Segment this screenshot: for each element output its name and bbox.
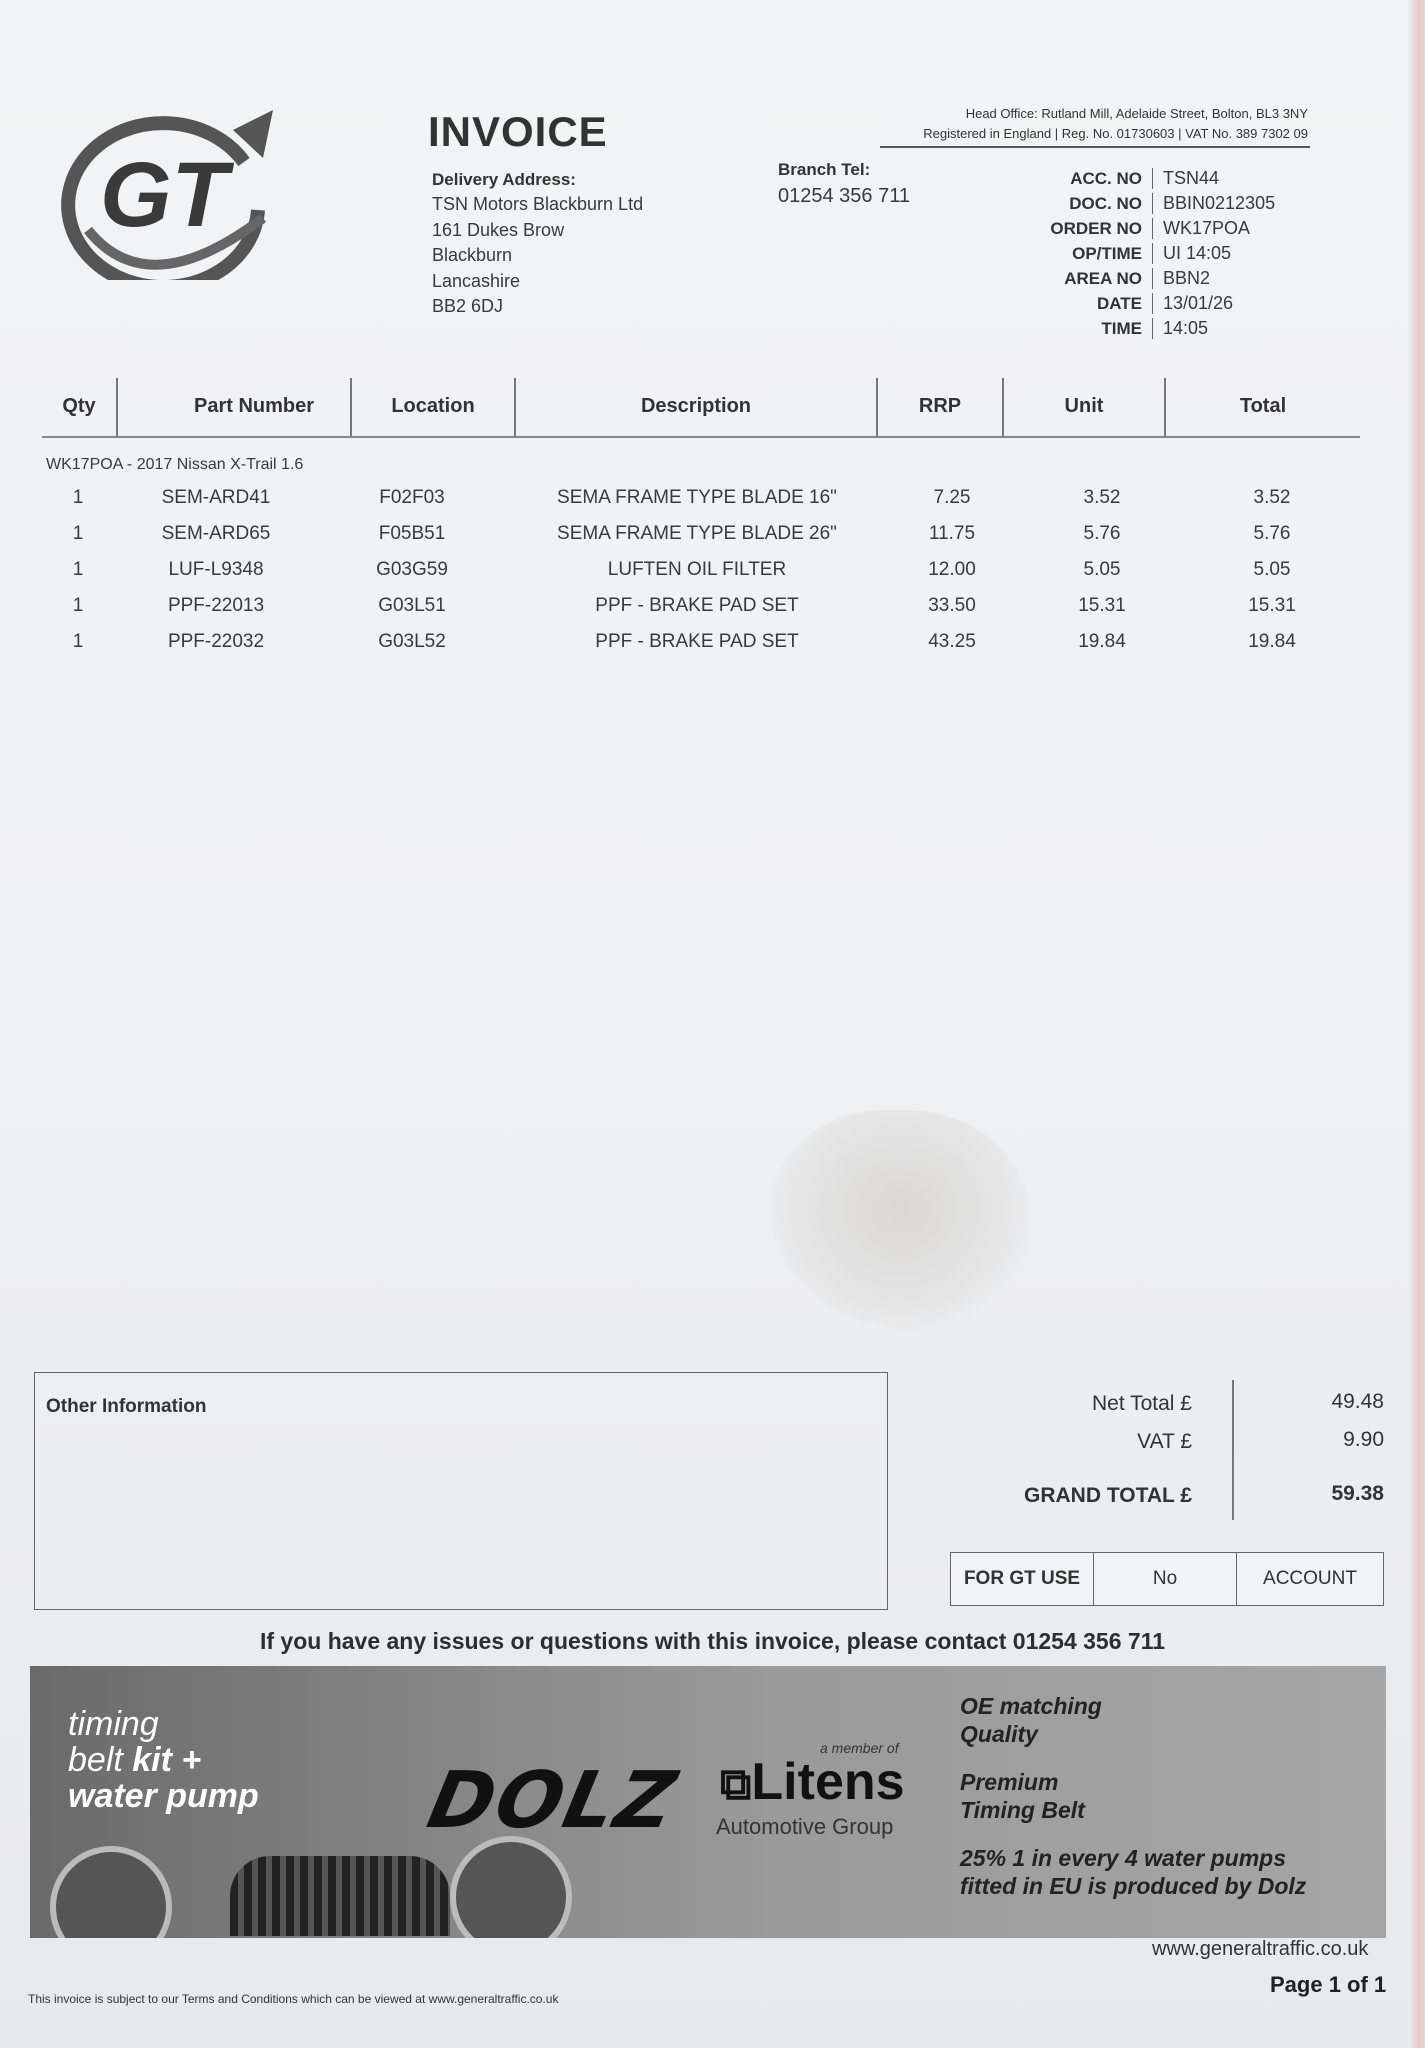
other-information-label: Other Information <box>46 1396 207 1417</box>
meta-value: BBIN0212305 <box>1152 193 1323 214</box>
cell-part-number: SEM-ARD65 <box>161 523 271 544</box>
litens-subtitle: Automotive Group <box>716 1814 894 1839</box>
meta-row <box>1000 316 1323 341</box>
litens-logo: ⧉Litens <box>720 1753 905 1811</box>
meta-key: TIME <box>1101 318 1142 338</box>
meta-row <box>1000 291 1323 316</box>
meta-row <box>1000 241 1323 266</box>
table-row <box>42 588 1360 624</box>
cell-location: G03L52 <box>378 631 446 652</box>
cell-total: 15.31 <box>1248 595 1296 616</box>
meta-key: OP/TIME <box>1072 243 1142 263</box>
cell-total: 5.76 <box>1253 523 1291 544</box>
gt-logo-text: GT <box>100 144 228 246</box>
cell-rrp: 12.00 <box>928 559 976 580</box>
address-line: Blackburn <box>432 245 513 265</box>
promo-line: Quality <box>960 1721 1038 1747</box>
meta-row <box>1000 166 1323 191</box>
table-row <box>42 624 1360 660</box>
cell-part-number: PPF-22032 <box>167 631 265 652</box>
cell-description: PPF - BRAKE PAD SET <box>595 631 799 652</box>
cell-location: F05B51 <box>378 523 446 544</box>
delivery-address <box>432 192 643 320</box>
cell-unit: 15.31 <box>1078 595 1126 616</box>
net-total-value: 49.48 <box>1331 1390 1384 1413</box>
totals-divider <box>1232 1380 1234 1520</box>
head-office-info <box>880 104 1308 144</box>
cell-total: 5.05 <box>1253 559 1291 580</box>
website-link[interactable]: www.generaltraffic.co.uk <box>1152 1938 1369 1960</box>
tagline-bold: kit + <box>132 1741 202 1779</box>
registration-info: Registered in England | Reg. No. 01730603 | VAT No. 389 7302 09 <box>923 126 1308 141</box>
meta-key: AREA NO <box>1064 268 1142 288</box>
address-line: TSN Motors Blackburn Ltd <box>432 194 644 214</box>
promo-line: OE matching <box>960 1693 1102 1719</box>
cell-part-number: LUF-L9348 <box>168 559 264 580</box>
cell-location: G03G59 <box>376 559 448 580</box>
promo-line: Timing Belt <box>960 1797 1085 1823</box>
advert-banner <box>30 1666 1386 1938</box>
paper-stain <box>770 1110 1030 1330</box>
col-total: Total <box>1239 394 1287 417</box>
branch-tel-value: 01254 356 711 <box>778 185 910 207</box>
meta-row <box>1000 216 1323 241</box>
cell-rrp: 11.75 <box>928 523 976 544</box>
col-rrp: RRP <box>918 394 962 417</box>
meta-row <box>1000 266 1323 291</box>
col-qty: Qty <box>62 394 96 417</box>
page-number: Page 1 of 1 <box>1270 1972 1387 1997</box>
promo-line: Premium <box>960 1769 1059 1795</box>
table-row <box>42 516 1360 552</box>
cell-description: PPF - BRAKE PAD SET <box>595 595 799 616</box>
invoice-meta <box>1000 166 1323 341</box>
gt-use-label: FOR GT USE <box>951 1553 1094 1605</box>
cell-rrp: 33.50 <box>928 595 976 616</box>
meta-key: DOC. NO <box>1069 193 1142 213</box>
cell-description: SEMA FRAME TYPE BLADE 26" <box>557 523 837 544</box>
water-pump-image <box>50 1846 172 1938</box>
head-office-address: Head Office: Rutland Mill, Adelaide Street, Bolton, BL3 3NY <box>965 106 1308 121</box>
banner-tagline <box>68 1706 259 1814</box>
cell-location: G03L51 <box>378 595 446 616</box>
meta-value: 13/01/26 <box>1152 293 1323 314</box>
cell-total: 19.84 <box>1248 631 1296 652</box>
cell-total: 3.52 <box>1253 487 1291 508</box>
cell-unit: 3.52 <box>1083 487 1121 508</box>
address-line: Lancashire <box>432 270 521 291</box>
address-line: 161 Dukes Brow <box>432 219 565 240</box>
litens-name: Litens <box>751 1753 905 1811</box>
table-row <box>42 552 1360 588</box>
promo-line: fitted in EU is produced by Dolz <box>960 1873 1307 1899</box>
cell-qty: 1 <box>72 631 84 652</box>
meta-value: WK17POA <box>1152 218 1323 239</box>
vehicle-line: WK17POA - 2017 Nissan X-Trail 1.6 <box>46 456 304 473</box>
meta-value: UI 14:05 <box>1152 243 1323 264</box>
delivery-address-label: Delivery Address: <box>432 170 576 189</box>
cell-qty: 1 <box>72 559 84 580</box>
gt-use-box <box>950 1552 1384 1606</box>
invoice-title: INVOICE <box>428 108 608 155</box>
grand-total-label: GRAND TOTAL £ <box>1023 1484 1192 1507</box>
promo-water-pumps <box>960 1844 1306 1900</box>
dolz-logo: DOLZ <box>420 1756 685 1846</box>
meta-value: BBN2 <box>1152 268 1323 289</box>
col-location: Location <box>391 394 475 417</box>
meta-value: 14:05 <box>1152 318 1323 339</box>
gt-use-type: ACCOUNT <box>1263 1568 1357 1589</box>
promo-oe-quality <box>960 1692 1102 1748</box>
cell-qty: 1 <box>72 487 84 508</box>
contact-message: If you have any issues or questions with this invoice, please contact 01254 356 711 <box>259 1628 1166 1654</box>
header-rule <box>880 146 1310 148</box>
tagline-line <box>68 1742 259 1778</box>
pulley-image <box>450 1836 572 1938</box>
cell-location: F02F03 <box>379 487 445 508</box>
gt-use-value: No <box>1094 1553 1237 1605</box>
vat-value: 9.90 <box>1343 1428 1384 1451</box>
cell-rrp: 7.25 <box>933 487 971 508</box>
meta-row <box>1000 191 1323 216</box>
gt-logo <box>48 100 288 280</box>
cell-unit: 5.76 <box>1083 523 1121 544</box>
promo-line: 25% 1 in every 4 water pumps <box>960 1845 1286 1871</box>
address-line: BB2 6DJ <box>432 296 504 316</box>
meta-key: ORDER NO <box>1050 218 1142 238</box>
cell-unit: 19.84 <box>1078 631 1126 652</box>
table-row <box>42 480 1360 516</box>
tagline-line: water pump <box>68 1777 259 1815</box>
meta-value: TSN44 <box>1152 168 1323 189</box>
net-total-label: Net Total £ <box>1091 1392 1192 1415</box>
cell-part-number: SEM-ARD41 <box>161 487 271 508</box>
cell-rrp: 43.25 <box>928 631 976 652</box>
member-of-text: a member of <box>820 1740 899 1756</box>
grand-total-value: 59.38 <box>1331 1482 1384 1505</box>
branch-tel-label: Branch Tel: <box>778 160 871 179</box>
cell-description: SEMA FRAME TYPE BLADE 16" <box>557 487 837 508</box>
timing-belt-image <box>230 1856 450 1936</box>
cell-description: LUFTEN OIL FILTER <box>607 559 787 580</box>
cell-unit: 5.05 <box>1083 559 1121 580</box>
col-unit: Unit <box>1064 394 1104 417</box>
terms-text: This invoice is subject to our Terms and Conditions which can be viewed at www.generaltraffic.co.uk <box>28 1992 559 2006</box>
tagline-line: timing <box>68 1705 159 1743</box>
cell-qty: 1 <box>72 523 84 544</box>
promo-timing-belt <box>960 1768 1085 1824</box>
meta-key: ACC. NO <box>1070 168 1142 188</box>
meta-key: DATE <box>1096 293 1142 313</box>
vat-label: VAT £ <box>1137 1430 1192 1453</box>
cell-part-number: PPF-22013 <box>167 595 265 616</box>
items-table-header <box>42 376 1360 438</box>
tagline-text: belt <box>68 1741 133 1779</box>
page-edge <box>1408 0 1425 2048</box>
col-part-number: Part Number <box>193 394 315 417</box>
col-description: Description <box>640 394 752 417</box>
cell-qty: 1 <box>72 595 84 616</box>
